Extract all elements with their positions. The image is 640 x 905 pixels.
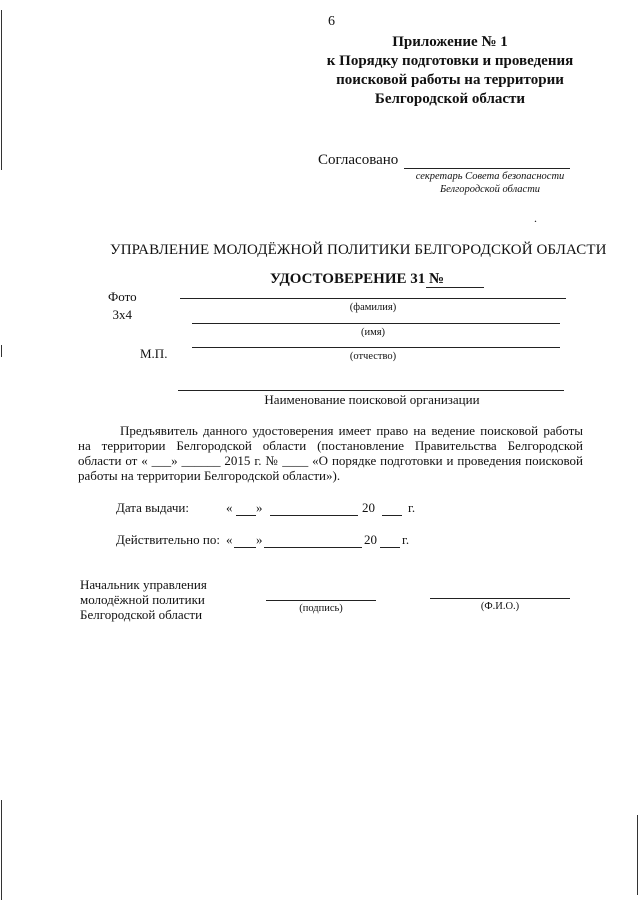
stamp-label: М.П. [140,346,168,361]
issue-quote-open: « [226,500,233,515]
certificate-title: УДОСТОВЕРЕНИЕ 31 № [270,271,445,287]
valid-quote-close: » [256,532,263,547]
issue-year-line [382,515,402,516]
head-position-line-3: Белгородской области [80,607,203,622]
scan-margin-mark-bottom [1,800,2,900]
scan-margin-mark-top [1,10,2,170]
page-number: 6 [328,14,335,29]
approval-role [400,170,580,196]
approval-role-line-2: Белгородской области [439,184,541,195]
valid-month-line [264,547,362,548]
appendix-header [300,33,600,109]
scan-margin-mark-right [637,815,638,895]
issue-year-suffix: г. [408,500,416,515]
photo-size: 3х4 [112,307,133,322]
valid-year-line [380,547,400,548]
issue-date-label: Дата выдачи: [116,500,190,515]
head-name-line [430,598,570,599]
head-position [80,577,207,622]
head-signature-caption: (подпись) [299,603,343,614]
photo-placeholder [108,288,137,324]
appendix-line-2: поисковой работы на территории [336,72,564,88]
search-org-caption: Наименование поисковой организации [264,392,480,407]
approval-role-line-1: секретарь Совета безопасности [415,171,565,182]
valid-year-prefix: 20 [364,532,377,547]
approval-label: Согласовано [318,152,399,168]
patronymic-line [192,347,560,348]
search-org-line [178,390,564,391]
scan-margin-mark-mid [1,345,2,357]
head-signature-line [266,600,376,601]
name-caption: (имя) [360,327,386,338]
surname-line [180,298,566,299]
appendix-title: Приложение № 1 [392,34,508,50]
head-position-line-1: Начальник управления [80,577,207,592]
appendix-line-1: к Порядку подготовки и проведения [326,53,574,69]
surname-caption: (фамилия) [349,302,397,313]
valid-until-label: Действительно по: [116,532,220,547]
stray-dot: . [534,211,537,225]
valid-day-line [234,547,256,548]
valid-year-suffix: г. [402,532,410,547]
head-name-caption: (Ф.И.О.) [480,601,520,612]
appendix-line-3: Белгородской области [374,91,526,107]
photo-label: Фото [108,289,137,304]
issue-quote-close: » [256,500,263,515]
issue-month-line [270,515,358,516]
certificate-number-line [426,287,484,288]
patronymic-caption: (отчество) [349,351,397,362]
approval-signature-line [404,168,570,169]
head-position-line-2: молодёжной политики [80,592,205,607]
issue-year-prefix: 20 [362,500,375,515]
valid-quote-open: « [226,532,233,547]
organization-title: УПРАВЛЕНИЕ МОЛОДЁЖНОЙ ПОЛИТИКИ БЕЛГОРОДСКОЙ ОБЛАСТИ [110,242,607,258]
issue-day-line [236,515,256,516]
body-paragraph: Предъявитель данного удостоверения имеет право на ведение поисковой работы на территории Белгородской области (постановление Правительства Белгородской области от « ___» ______ 2015 г. № ____ «О порядке подготовки и проведения поисковой работы на территории Белгородской области»). [78,423,583,483]
name-line [192,323,560,324]
